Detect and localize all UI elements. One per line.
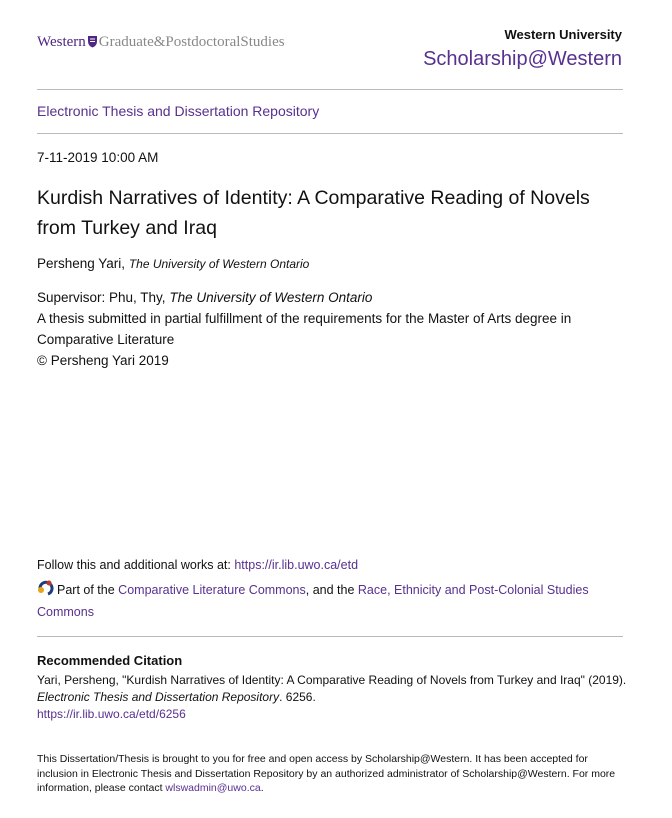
citation-text: Yari, Persheng, "Kurdish Narratives of Identity: A Comparative Reading of Novels from Turkey and Iraq" (2019). bbox=[37, 673, 627, 687]
citation-heading: Recommended Citation bbox=[37, 653, 183, 668]
citation-journal: Electronic Thesis and Dissertation Repository bbox=[37, 690, 280, 704]
part-of-prefix: Part of the bbox=[57, 583, 115, 597]
footer-text: This Dissertation/Thesis is brought to you for free and open access by Scholarship@Western. It has been accepted for inclusion in Electronic Thesis and Dissertation Repository by an authorized administrator of Scholarship@Western. For more information, please contact bbox=[37, 753, 616, 794]
divider bbox=[37, 636, 623, 637]
western-crest-icon bbox=[87, 35, 98, 53]
footer-notice bbox=[37, 752, 627, 796]
part-of-line bbox=[37, 580, 617, 622]
follow-url-link[interactable]: https://ir.lib.uwo.ca/etd bbox=[234, 558, 359, 572]
thesis-details bbox=[37, 287, 627, 371]
copyright: © Persheng Yari 2019 bbox=[37, 353, 169, 368]
author-line bbox=[37, 256, 309, 271]
page-title: Kurdish Narratives of Identity: A Comparative Reading of Novels from Turkey and Iraq bbox=[37, 187, 590, 239]
logo-western-text: Western bbox=[37, 34, 86, 50]
race-ethnicity-commons-link[interactable]: Race, Ethnicity and Post-Colonial Studies Commons bbox=[37, 583, 589, 619]
divider bbox=[37, 89, 623, 90]
western-grad-logo bbox=[37, 34, 285, 53]
contact-email-link[interactable]: wlswadmin@uwo.ca bbox=[165, 782, 261, 794]
supervisor-label: Supervisor: Phu, Thy, bbox=[37, 290, 166, 305]
citation-url-link[interactable]: https://ir.lib.uwo.ca/etd/6256 bbox=[37, 707, 186, 721]
thesis-statement: A thesis submitted in partial fulfillment of the requirements for the Master of Arts degree in Comparative Literature bbox=[37, 311, 572, 347]
citation-number: . 6256. bbox=[279, 690, 316, 704]
supervisor-affiliation: The University of Western Ontario bbox=[169, 290, 373, 305]
scholarship-brand[interactable]: Scholarship@Western bbox=[423, 48, 622, 70]
university-name: Western University bbox=[504, 27, 622, 42]
comparative-literature-commons-link[interactable]: Comparative Literature Commons bbox=[118, 583, 306, 597]
citation-body bbox=[37, 672, 627, 723]
logo-grad-text: Graduate&PostdoctoralStudies bbox=[98, 34, 285, 50]
supervisor-line bbox=[37, 287, 627, 308]
network-commons-icon bbox=[37, 580, 55, 602]
author-affiliation: The University of Western Ontario bbox=[128, 257, 310, 271]
part-of-middle: , and the bbox=[305, 583, 355, 597]
publication-date: 7-11-2019 10:00 AM bbox=[37, 150, 159, 165]
author-name: Persheng Yari, bbox=[37, 256, 126, 271]
divider bbox=[37, 133, 623, 134]
repository-link[interactable]: Electronic Thesis and Dissertation Repository bbox=[37, 103, 320, 119]
follow-line bbox=[37, 558, 358, 572]
follow-text: Follow this and additional works at: bbox=[37, 558, 231, 572]
footer-end: . bbox=[260, 782, 264, 794]
